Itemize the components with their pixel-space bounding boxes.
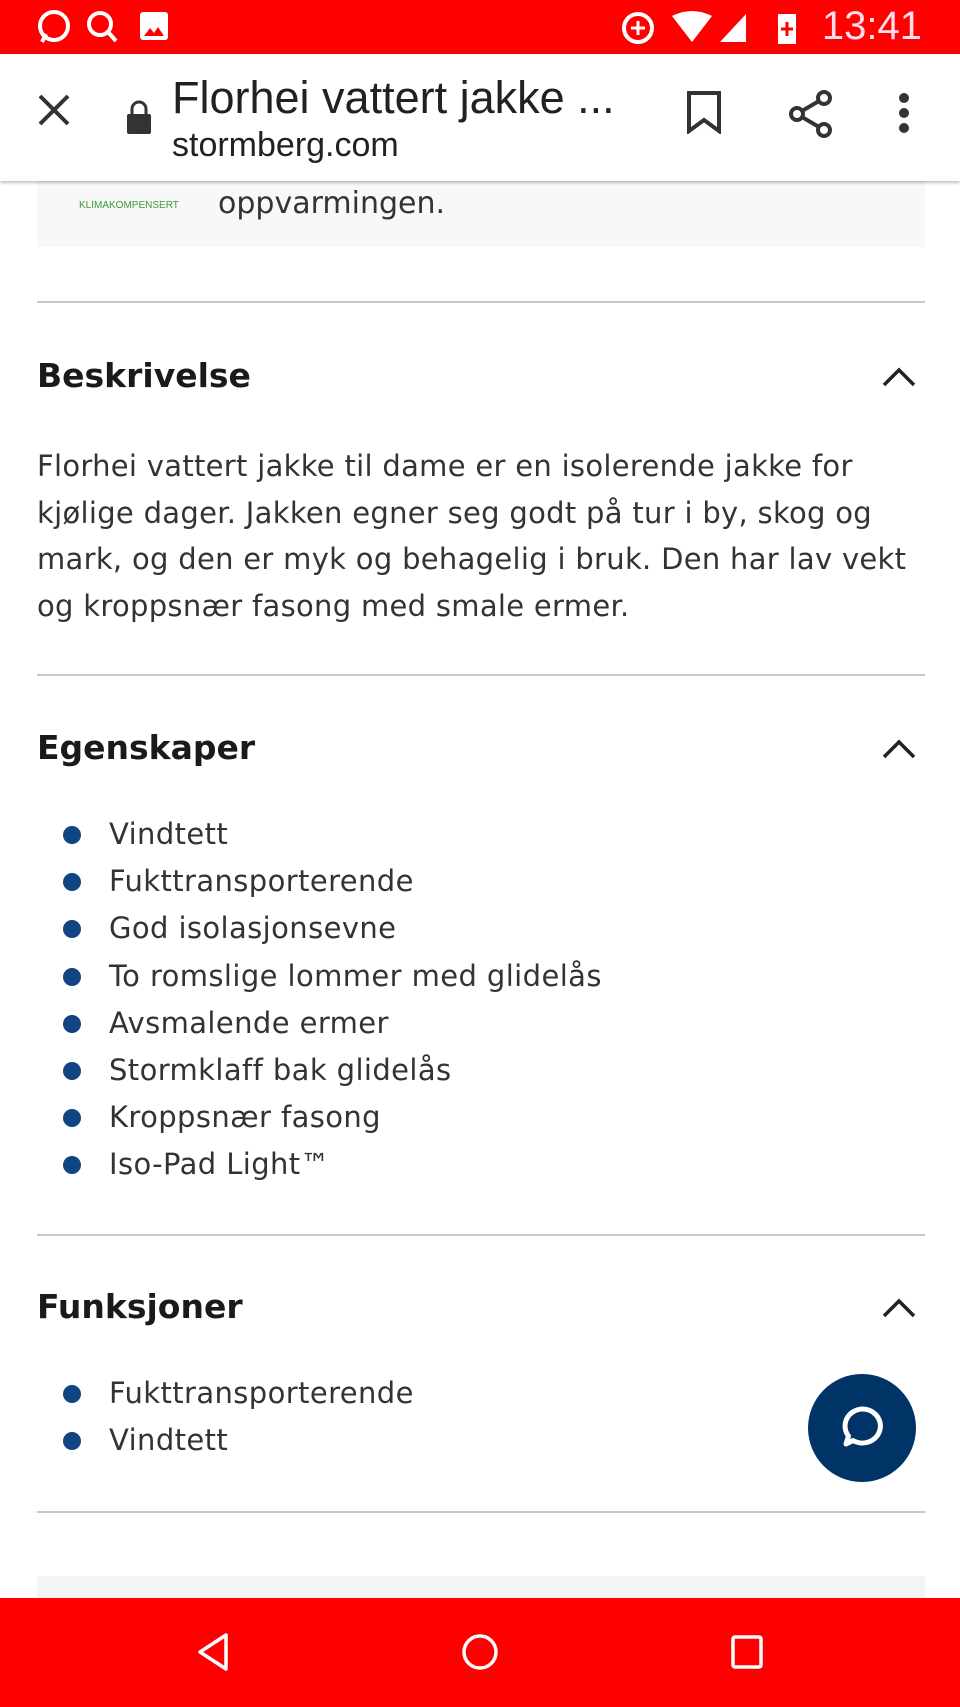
list-item (0, 953, 800, 1000)
bullet-icon (63, 1015, 81, 1033)
section-heading[interactable]: Beskrivelse (37, 356, 251, 395)
close-icon[interactable] (36, 92, 72, 128)
system-icons (620, 8, 800, 48)
list-item (0, 1417, 800, 1464)
next-section-box (37, 1576, 925, 1598)
bullet-icon (63, 920, 81, 938)
list-item-text: Vindtett (109, 1423, 229, 1458)
divider (37, 301, 925, 303)
bullet-icon (63, 1156, 81, 1174)
list-item (0, 1094, 800, 1141)
page-title: Florhei vattert jakke ... (172, 72, 615, 123)
search-icon (89, 13, 116, 41)
climate-badge: KLIMAKOMPENSERT (79, 200, 179, 211)
list-item-text: Fukttransporterende (109, 1376, 414, 1410)
share-icon[interactable] (788, 90, 834, 138)
data-saver-icon (624, 14, 652, 42)
notification-icons (36, 8, 186, 46)
properties-list (0, 811, 800, 1189)
chat-button[interactable] (808, 1374, 916, 1482)
bullet-icon (63, 826, 81, 844)
list-item-text: To romslige lommer med glidelås (109, 958, 602, 993)
list-item (0, 811, 800, 858)
status-bar (0, 0, 960, 54)
functions-list (0, 1370, 800, 1464)
chevron-up-icon[interactable] (882, 1298, 916, 1318)
list-item-text: Fukttransporterende (109, 864, 414, 899)
list-item (0, 1141, 800, 1188)
chat-bubble-icon (838, 1404, 886, 1452)
climate-text: oppvarmingen. (218, 186, 446, 221)
bullet-icon (63, 968, 81, 986)
home-icon[interactable] (460, 1632, 500, 1672)
more-options-icon[interactable] (898, 92, 910, 134)
signal-icon (720, 14, 746, 42)
section-heading[interactable]: Funksjoner (37, 1287, 243, 1326)
list-item-text: Avsmalende ermer (109, 1005, 389, 1040)
image-icon (140, 12, 168, 40)
back-icon[interactable] (196, 1632, 230, 1672)
chevron-up-icon[interactable] (882, 367, 916, 387)
list-item-text: Stormklaff bak glidelås (109, 1052, 452, 1087)
list-item-text: Iso-Pad Light™ (109, 1147, 330, 1182)
description-text: Florhei vattert jakke til dame er en isolerende jakke for kjølige dager. Jakken egner seg godt på tur i by, skog og mark, og den er myk og behagelig i bruk. Den har lav vekt og kroppsnær fasong med smale ermer. (37, 449, 907, 624)
list-item (0, 905, 800, 952)
whatsapp-icon (40, 12, 68, 42)
clock: 13:41 (821, 4, 922, 48)
chevron-up-icon[interactable] (882, 739, 916, 759)
recents-icon[interactable] (730, 1634, 764, 1670)
bullet-icon (63, 1432, 81, 1450)
battery-icon (778, 14, 796, 44)
navigation-bar (0, 1598, 960, 1707)
list-item (0, 1047, 800, 1094)
bullet-icon (63, 1385, 81, 1403)
list-item (0, 1000, 800, 1047)
divider (37, 1234, 925, 1236)
divider (37, 674, 925, 676)
lock-icon (126, 100, 152, 134)
divider (37, 1511, 925, 1513)
list-item-text: Kroppsnær fasong (109, 1100, 381, 1135)
page-url[interactable]: stormberg.com (172, 126, 399, 164)
list-item (0, 858, 800, 905)
bookmark-icon[interactable] (686, 90, 722, 134)
list-item-text: God isolasjonsevne (109, 911, 397, 946)
bullet-icon (63, 1109, 81, 1127)
list-item-text: Vindtett (109, 817, 229, 851)
browser-toolbar (0, 54, 960, 181)
bullet-icon (63, 873, 81, 891)
list-item (0, 1370, 800, 1417)
bullet-icon (63, 1062, 81, 1080)
section-heading[interactable]: Egenskaper (37, 728, 256, 767)
climate-info-box (37, 181, 925, 247)
wifi-icon (672, 11, 712, 42)
